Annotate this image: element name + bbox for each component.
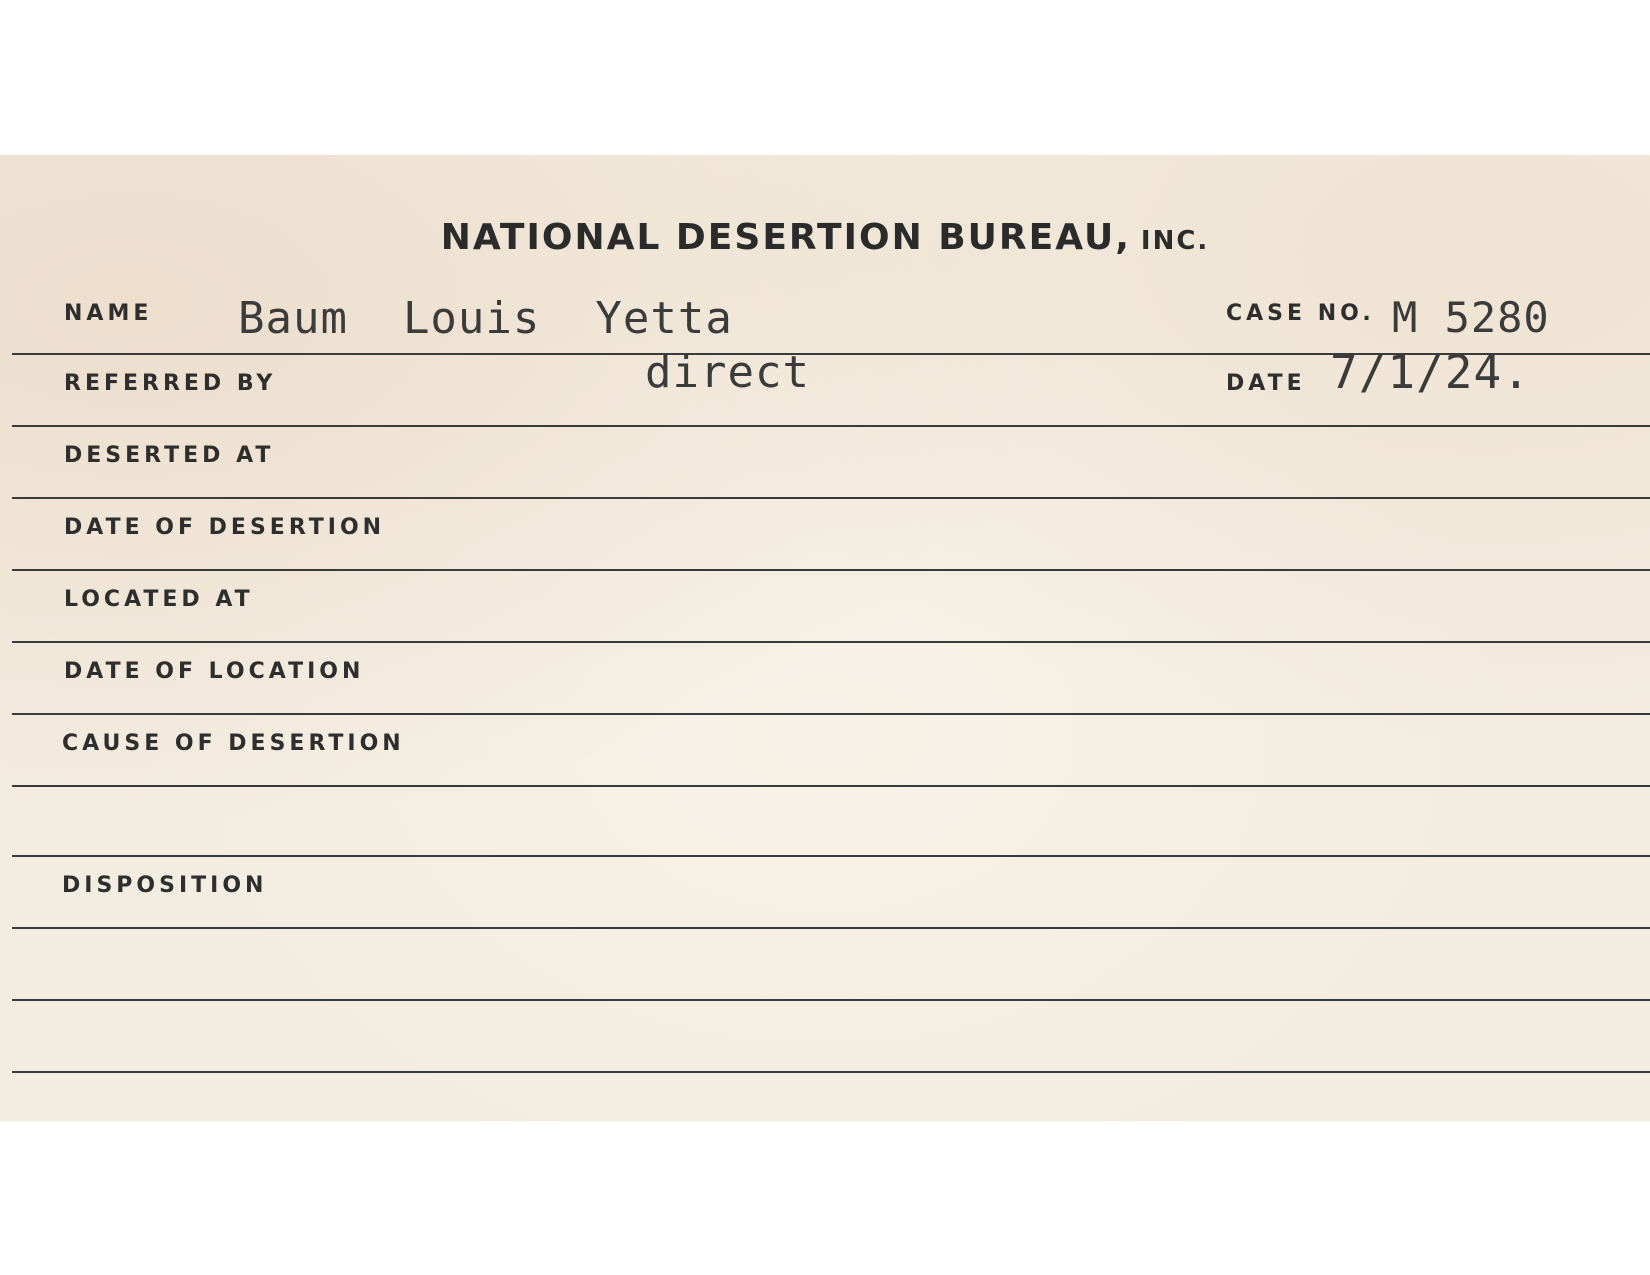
organization-suffix: INC. — [1140, 226, 1210, 256]
date-of-location-label: DATE OF LOCATION — [64, 659, 365, 684]
date-of-location-rule — [12, 713, 1650, 715]
cause-of-desertion-rule — [12, 785, 1650, 787]
referred-by-value: direct — [645, 347, 810, 398]
disposition-rule-3 — [12, 1071, 1650, 1073]
organization-name: NATIONAL DESERTION BUREAU, — [440, 217, 1131, 258]
referred-by-rule — [12, 425, 1650, 427]
name-label: NAME — [64, 301, 153, 326]
disposition-label: DISPOSITION — [62, 873, 268, 898]
cause-of-desertion-label: CAUSE OF DESERTION — [62, 731, 405, 756]
date-of-desertion-label: DATE OF DESERTION — [64, 515, 386, 540]
cause-of-desertion-rule-2 — [12, 855, 1650, 857]
deserted-at-label: DESERTED AT — [64, 443, 275, 468]
located-at-label: LOCATED AT — [64, 587, 254, 612]
index-card — [0, 155, 1650, 1121]
deserted-at-rule — [12, 497, 1650, 499]
case-no-label: CASE NO. — [1226, 301, 1375, 326]
name-value: Baum Louis Yetta — [238, 293, 733, 344]
located-at-rule — [12, 641, 1650, 643]
date-of-desertion-rule — [12, 569, 1650, 571]
card-heading — [0, 217, 1650, 258]
date-label: DATE — [1226, 371, 1306, 396]
referred-by-label: REFERRED BY — [64, 371, 277, 396]
case-no-value: M 5280 — [1392, 293, 1550, 342]
date-value: 7/1/24. — [1330, 345, 1531, 399]
disposition-rule — [12, 927, 1650, 929]
disposition-rule-2 — [12, 999, 1650, 1001]
